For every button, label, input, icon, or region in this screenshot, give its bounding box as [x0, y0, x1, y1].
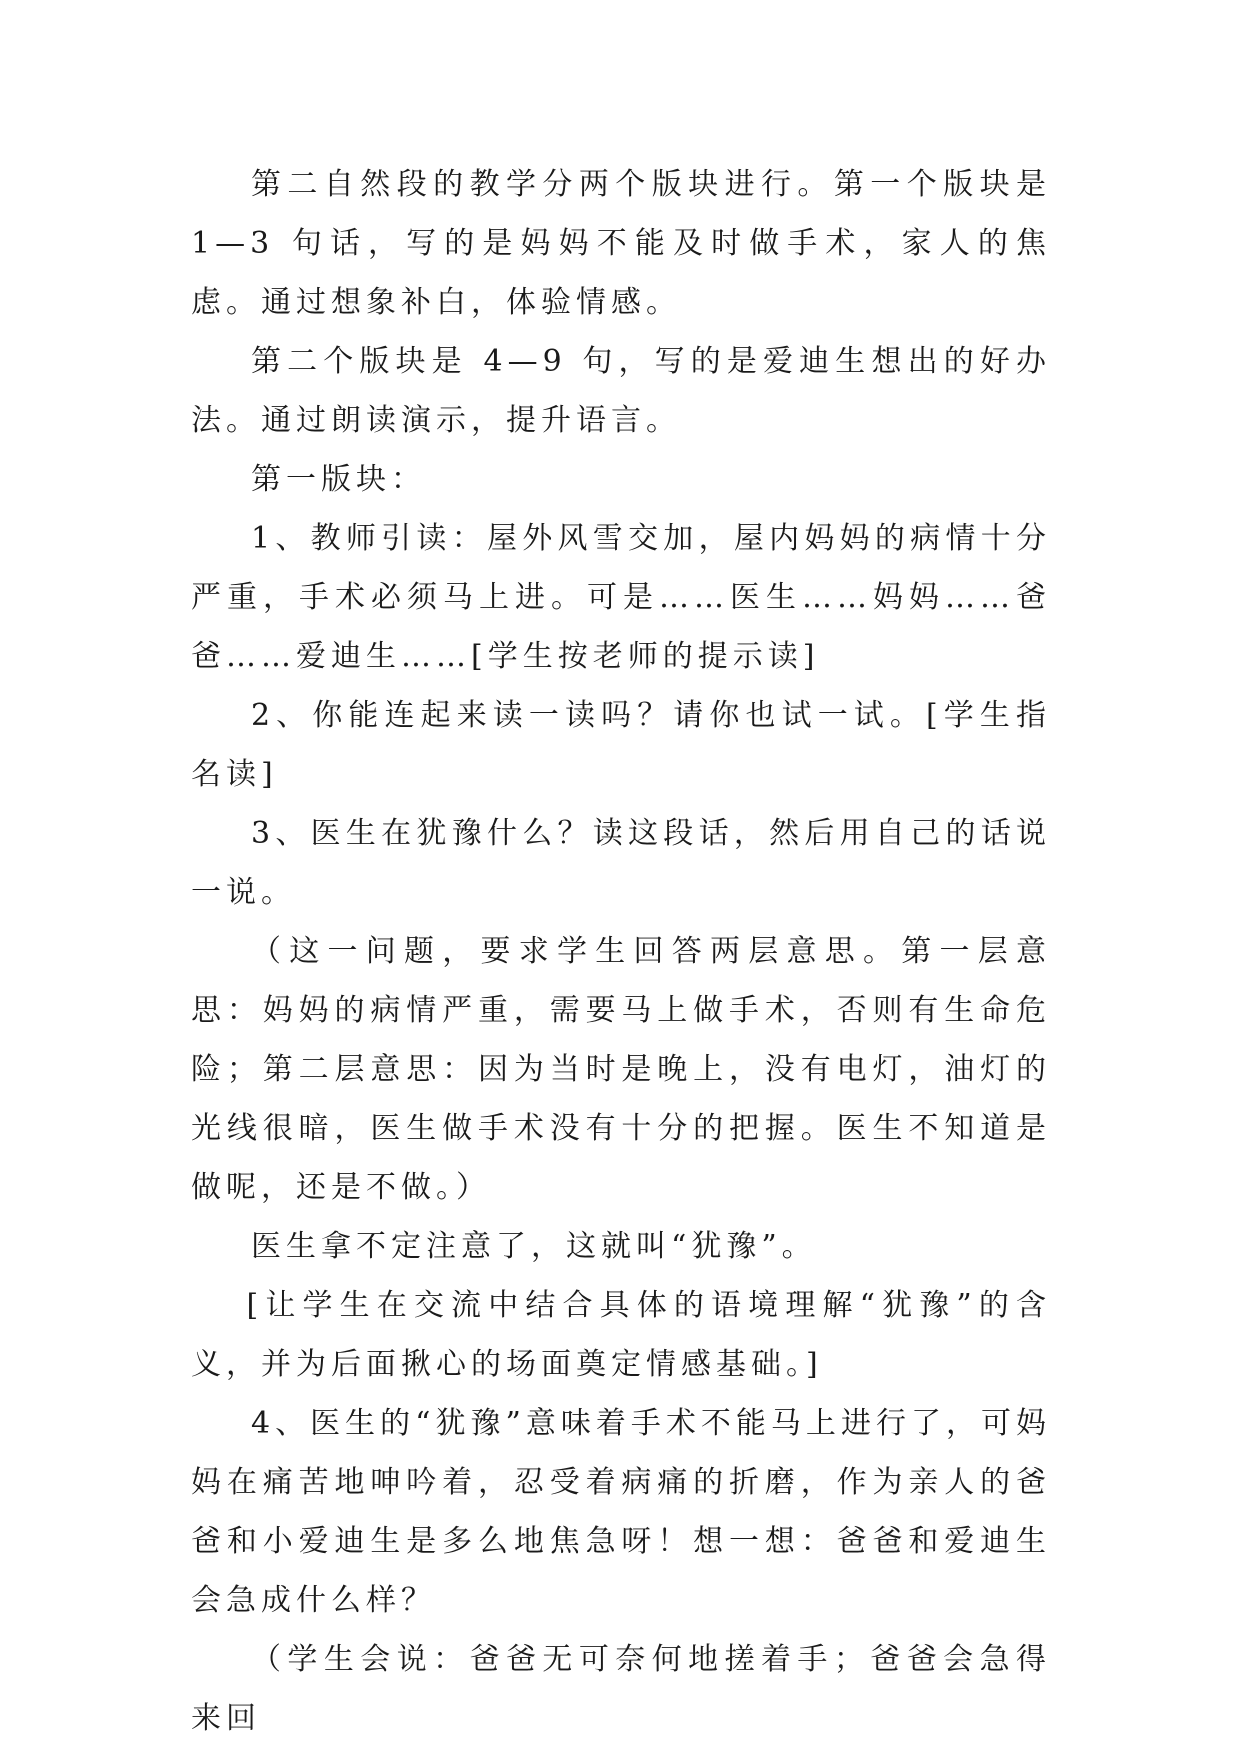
paragraph-step-1: 1、教师引读：屋外风雪交加，屋内妈妈的病情十分严重，手术必须马上进。可是……医生……妈妈……爸爸……爱迪生……[学生按老师的提示读]: [191, 521, 1051, 674]
paragraph-step-3-note: （这一问题，要求学生回答两层意思。第一层意思：妈妈的病情严重，需要马上做手术，否则有生命危险；第二层意思：因为当时是晚上，没有电灯，油灯的光线很暗，医生做手术没有十分的把握。医生不知道是做呢，还是不做。）: [191, 934, 1051, 1205]
document-body: [191, 155, 1051, 1748]
paragraph-second-block: 第二个版块是 4—9 句，写的是爱迪生想出的好办法。通过朗读演示，提升语言。: [191, 344, 1051, 438]
paragraph-hesitation-definition: 医生拿不定注意了，这就叫“犹豫”。: [251, 1229, 817, 1264]
paragraph-first-block-heading: 第一版块：: [251, 462, 426, 497]
paragraph-step-2: 2、你能连起来读一读吗？请你也试一试。[学生指名读]: [191, 698, 1051, 792]
paragraph-teaching-note: [让学生在交流中结合具体的语境理解“犹豫”的含义，并为后面揪心的场面奠定情感基础。]: [191, 1288, 1051, 1382]
paragraph-section-overview: 第二自然段的教学分两个版块进行。第一个版块是 1—3 句话，写的是妈妈不能及时做手术，家人的焦虑。通过想象补白，体验情感。: [191, 167, 1051, 320]
paragraph-step-4-note: （学生会说：爸爸无可奈何地搓着手；爸爸会急得来回: [191, 1642, 1051, 1736]
paragraph-step-3: 3、医生在犹豫什么？读这段话，然后用自己的话说一说。: [191, 816, 1051, 910]
paragraph-step-4: 4、医生的“犹豫”意味着手术不能马上进行了，可妈妈在痛苦地呻吟着，忍受着病痛的折磨，作为亲人的爸爸和小爱迪生是多么地焦急呀！想一想：爸爸和爱迪生会急成什么样？: [191, 1406, 1051, 1618]
